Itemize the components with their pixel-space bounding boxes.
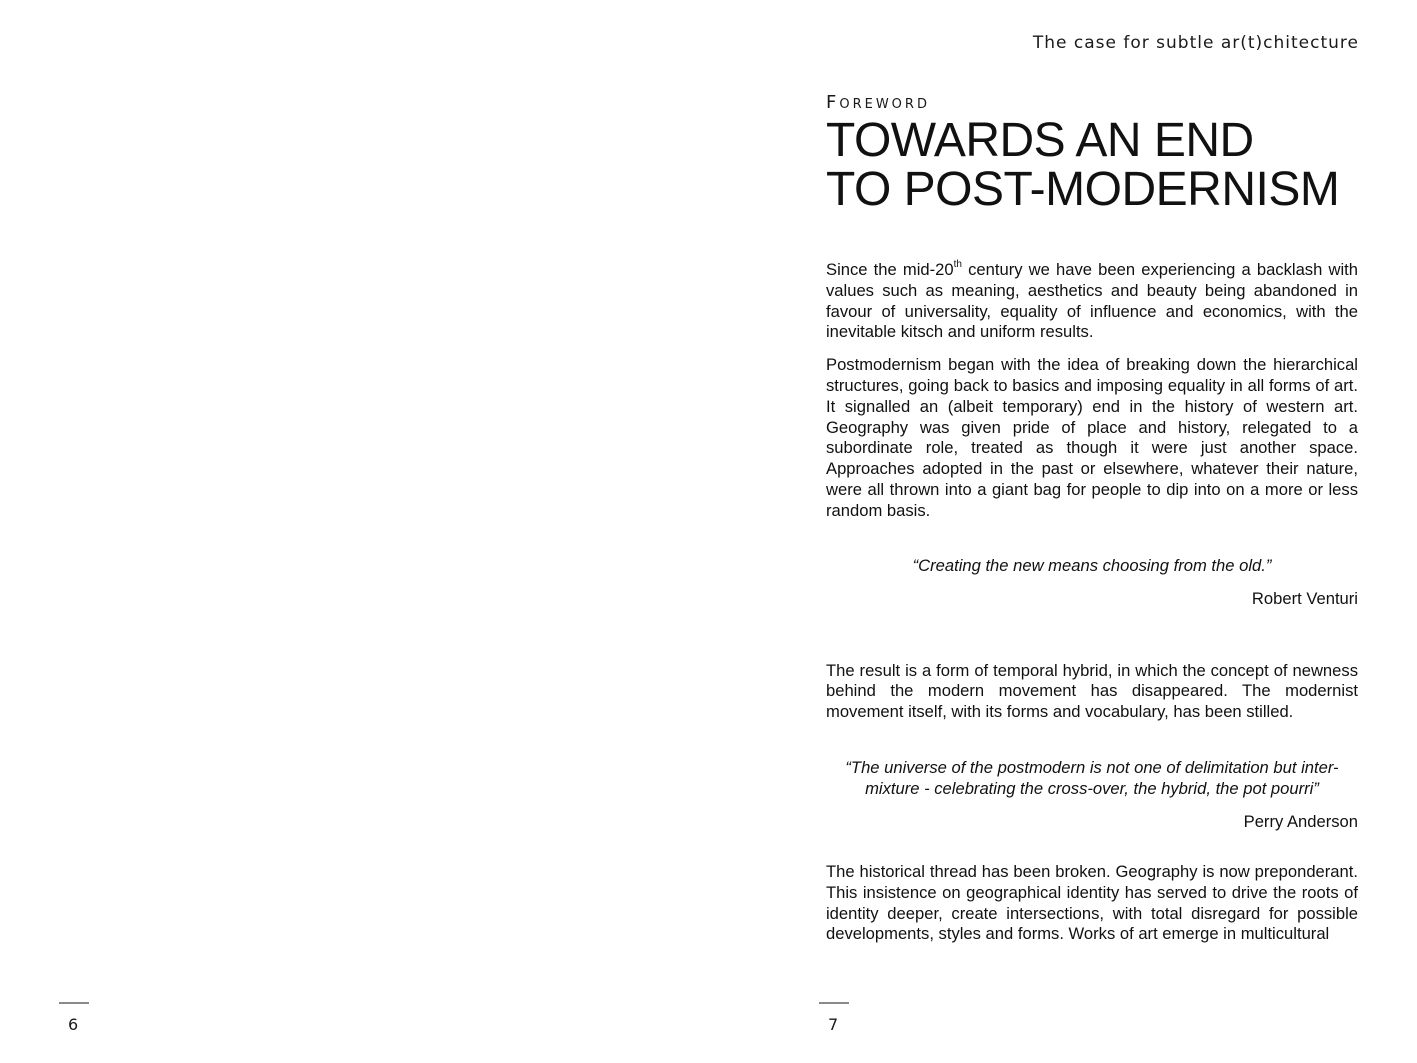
chapter-title xyxy=(826,116,1358,214)
epigraph-quote-2: “The universe of the postmodern is not one of delimitation but inter-mixture - celebrating the cross-over, the hybrid, the pot pourri” xyxy=(845,757,1339,798)
page-number: 7 xyxy=(828,1015,839,1034)
ordinal-superscript: th xyxy=(953,259,962,271)
chapter-title-line-2: TO POST-MODERNISM xyxy=(826,163,1340,216)
paragraph-text: Since the mid-20 xyxy=(826,260,954,279)
section-label: Foreword xyxy=(826,92,930,113)
chapter-content xyxy=(826,92,1358,945)
quote-attribution-1: Robert Venturi xyxy=(1251,588,1358,608)
body-paragraph-3: The result is a form of temporal hybrid, in which the concept of newness behind the modern movement has disappeared. The modernist movement itself, with its forms and vocabulary, has been stilled. xyxy=(826,660,1358,722)
running-header: The case for subtle ar(t)chitecture xyxy=(1032,33,1359,53)
epigraph-quote-1: “Creating the new means choosing from the old.” xyxy=(912,555,1272,575)
folio-rule xyxy=(819,1002,849,1004)
page-folio-left xyxy=(59,1002,89,1034)
folio-rule xyxy=(59,1002,89,1004)
page-folio-right xyxy=(819,1002,849,1034)
body-paragraph-4: The historical thread has been broken. Geography is now preponderant. This insistence on geographical identity has served to drive the roots of identity deeper, create intersections, with total disregard for possible developments, styles and forms. Works of art emerge in multicultural xyxy=(826,861,1358,944)
chapter-title-line-1: TOWARDS AN END xyxy=(826,114,1254,167)
page-number: 6 xyxy=(68,1015,79,1034)
paragraph-text: century we have been experiencing a backlash with values such as meaning, aesthetics and beauty being abandoned in favour of universality, equality of influence and economics, with the inevitable kitsch and uniform results. xyxy=(826,260,1358,342)
body-paragraph-2: Postmodernism began with the idea of breaking down the hierarchical structures, going back to basics and imposing equality in all forms of art. It signalled an (albeit temporary) end in the history of western art. Geography was given pride of place and history, relegated to a subordinate role, treated as though it were just another space. Approaches adopted in the past or elsewhere, whatever their nature, were all thrown into a giant bag for people to dip into on a more or less random basis. xyxy=(826,355,1358,520)
quote-attribution-2: Perry Anderson xyxy=(1243,811,1358,831)
right-page xyxy=(760,0,1417,1063)
body-paragraph-1 xyxy=(826,260,1358,343)
